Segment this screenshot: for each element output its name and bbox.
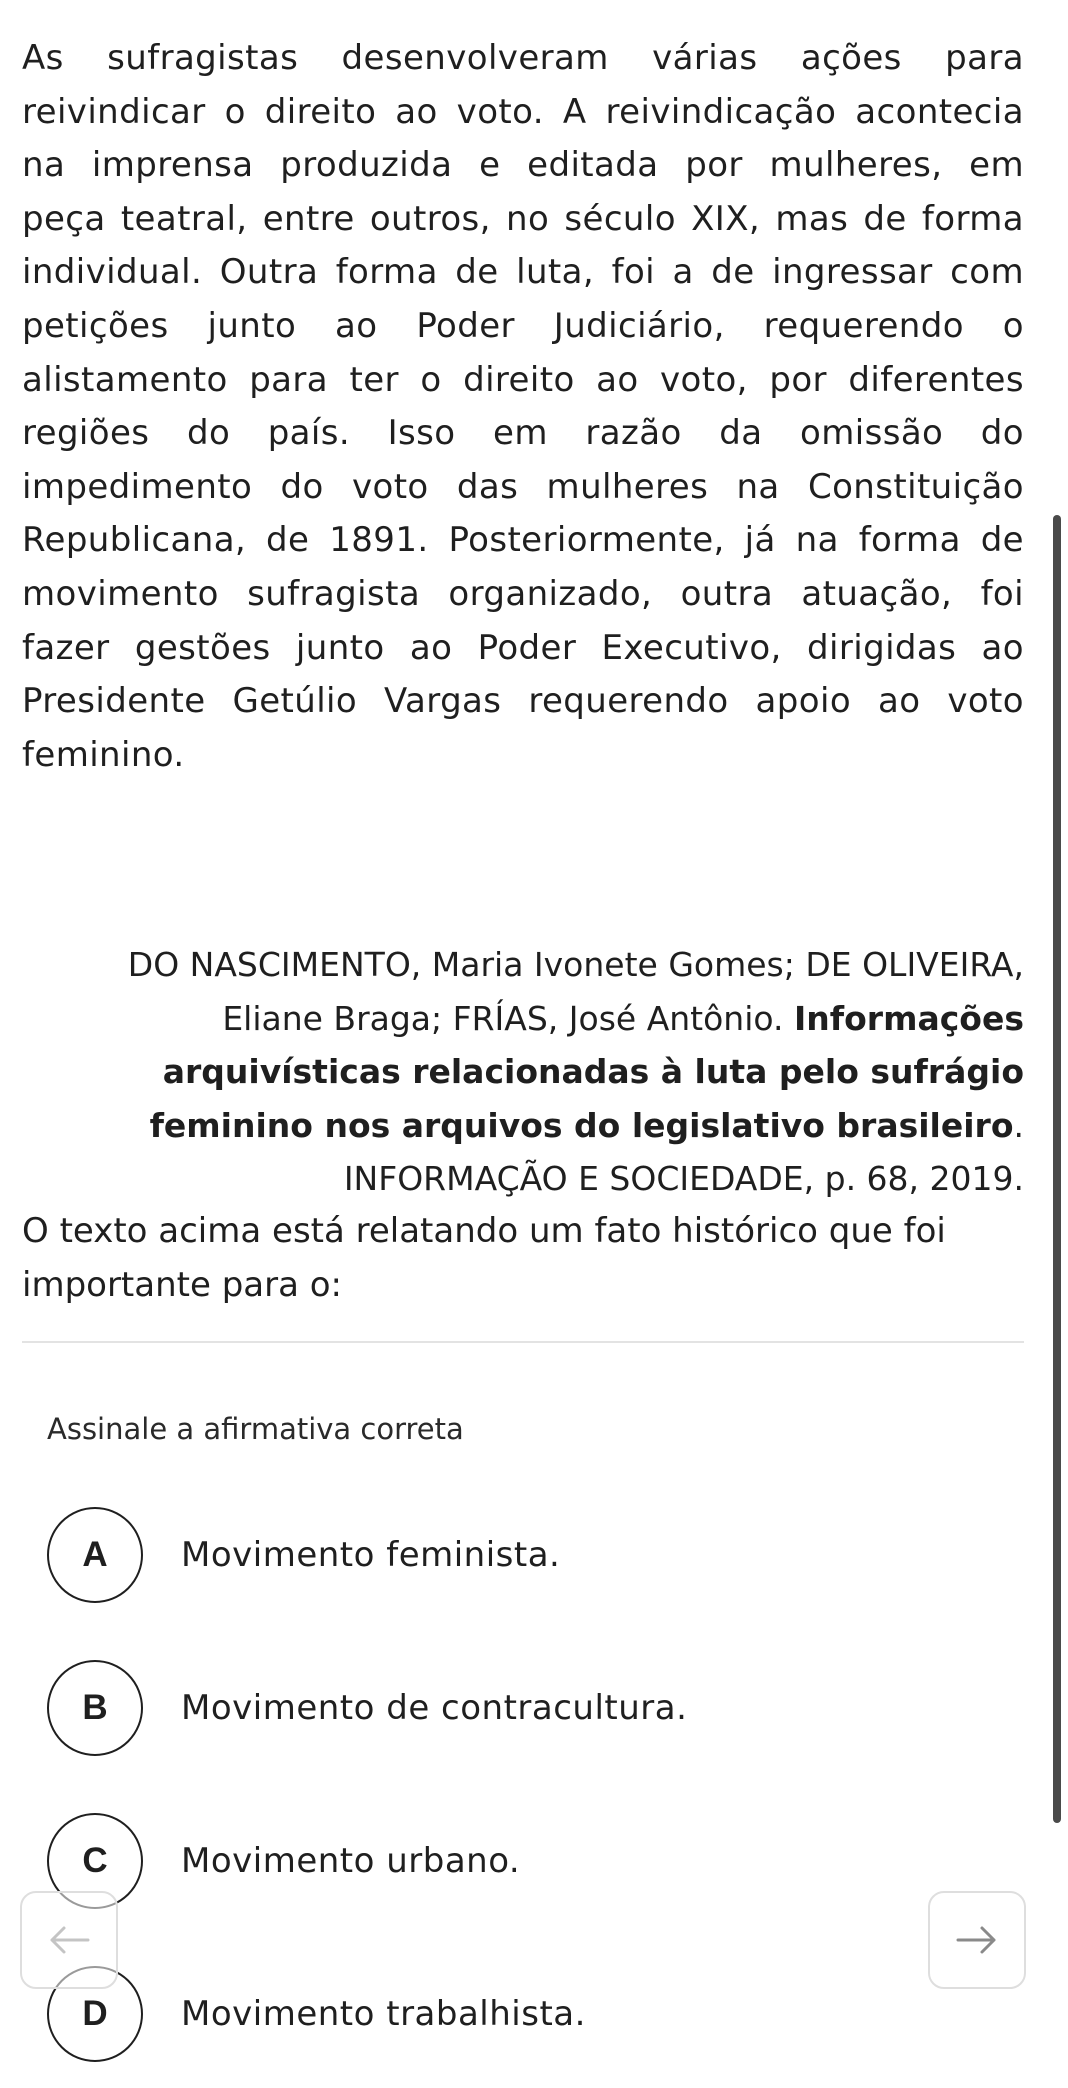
passage-text: As sufragistas desenvolveram várias ações para reivindicar o direito ao voto. A reivindicação acontecia na imprensa produzida e editada por mulheres, em peça teatral, entre outros, no século XIX, mas de forma individual. Outra forma de luta, foi a de ingressar com petições junto ao Poder Judiciário, requerendo o alistamento para ter o direito ao voto, por diferentes regiões do país. Isso em razão da omissão do impedimento do voto das mulheres na Constituição Republicana, de 1891. Posteriormente, já na forma de movimento sufragista organizado, outra atuação, foi fazer gestões junto ao Poder Executivo, dirigidas ao Presidente Getúlio Vargas requerendo apoio ao voto feminino. xyxy=(22,38,1024,775)
option-letter: B xyxy=(47,1660,143,1756)
citation-title: Informações arquivísticas relacionadas à luta pelo sufrágio feminino nos arquivos do legislativo brasileiro xyxy=(149,998,1024,1145)
option-b[interactable] xyxy=(47,1658,1007,1758)
citation xyxy=(22,938,1024,1206)
divider xyxy=(22,1341,1024,1343)
option-c[interactable] xyxy=(47,1811,1007,1911)
next-button[interactable] xyxy=(928,1891,1026,1989)
option-letter: C xyxy=(47,1813,143,1909)
citation-authors: DO NASCIMENTO, Maria Ivonete Gomes; DE OLIVEIRA, Eliane Braga; FRÍAS, José Antônio. xyxy=(127,945,1024,1038)
question-prompt: O texto acima está relatando um fato histórico que foi importante para o: xyxy=(22,1211,946,1305)
option-letter: A xyxy=(47,1507,143,1603)
option-text: Movimento urbano. xyxy=(181,1841,521,1881)
scrollbar[interactable] xyxy=(1053,515,1061,1823)
arrow-right-icon xyxy=(956,1925,998,1955)
option-d[interactable] xyxy=(47,1964,1007,2064)
instruction-text: Assinale a afirmativa correta xyxy=(47,1412,464,1446)
citation-source: INFORMAÇÃO E SOCIEDADE, p. 68, 2019. xyxy=(343,1159,1024,1199)
option-text: Movimento feminista. xyxy=(181,1535,561,1575)
previous-button[interactable] xyxy=(20,1891,118,1989)
option-letter: D xyxy=(47,1966,143,2062)
citation-title-end: . xyxy=(1013,1105,1024,1145)
option-text: Movimento trabalhista. xyxy=(181,1994,586,2034)
option-a[interactable] xyxy=(47,1505,1007,1605)
arrow-left-icon xyxy=(48,1925,90,1955)
option-text: Movimento de contracultura. xyxy=(181,1688,688,1728)
